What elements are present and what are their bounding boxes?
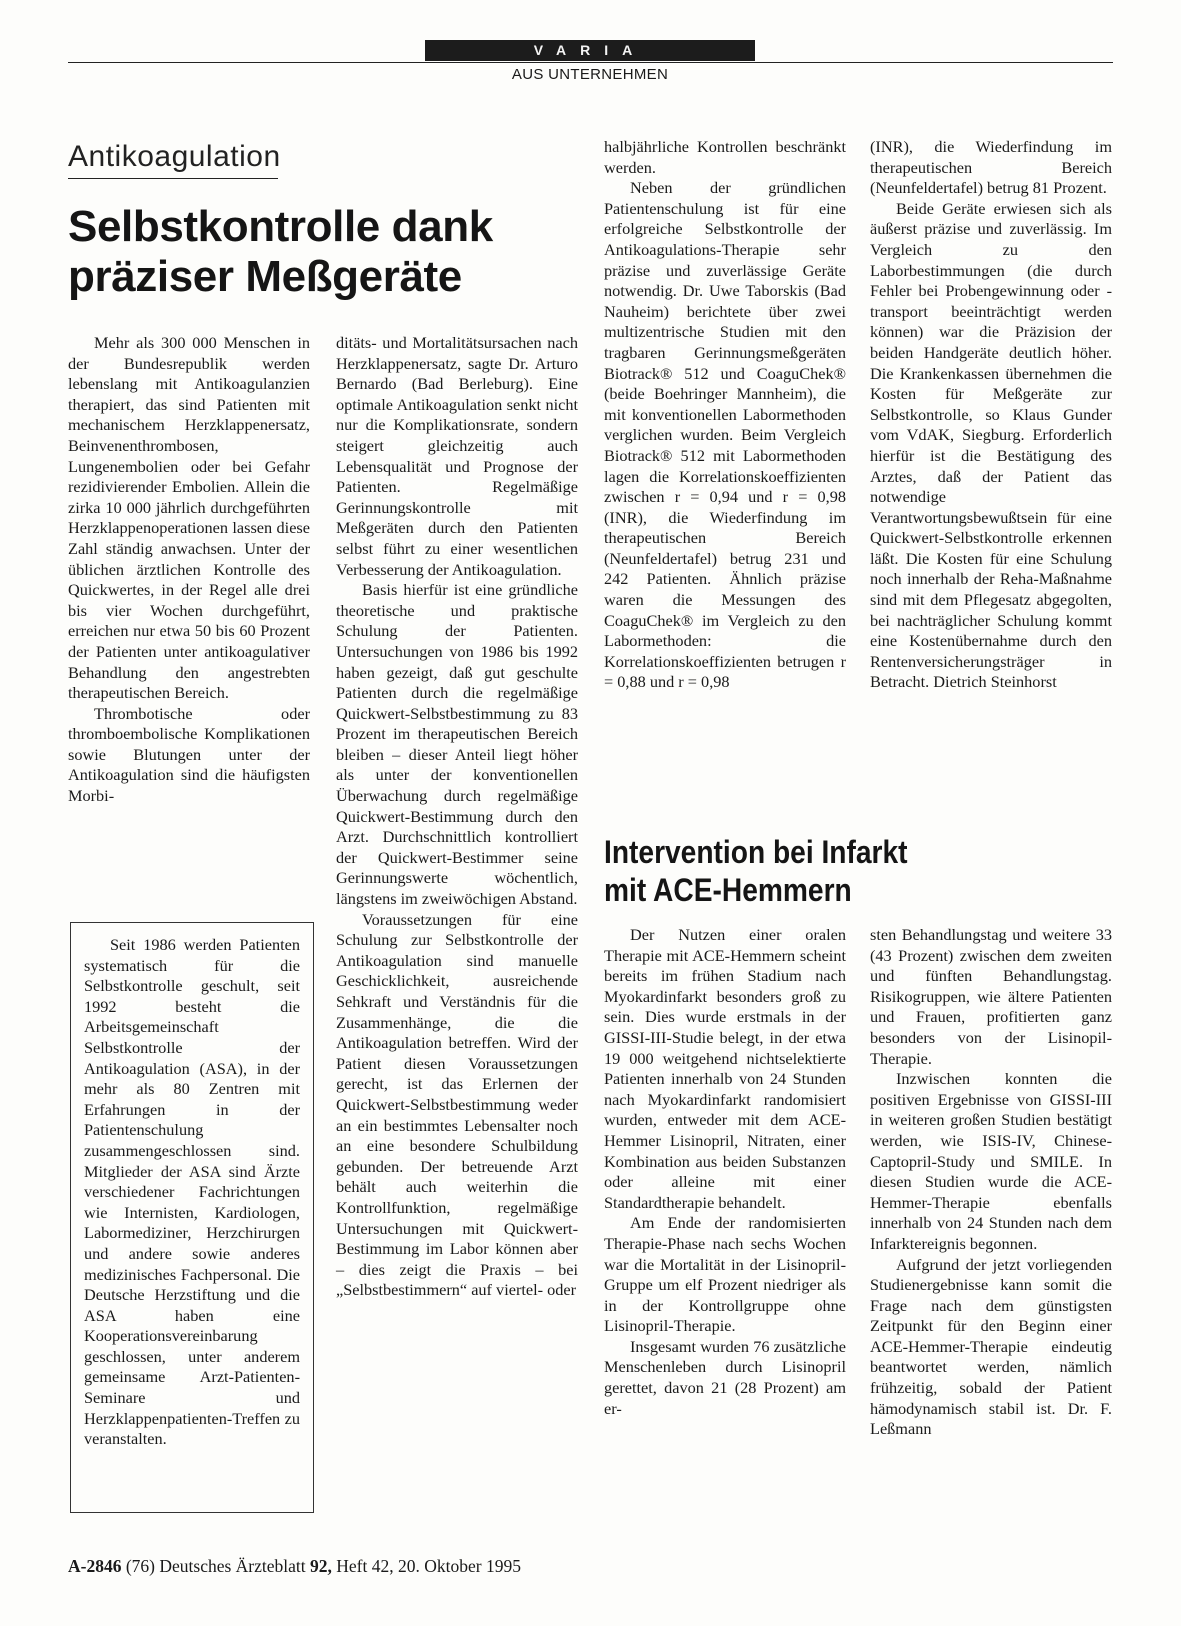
info-box — [70, 922, 314, 1513]
article2-column-2 — [870, 925, 1112, 1440]
article2-headline — [604, 833, 1053, 909]
paragraph: Inzwischen konnten die positiven Ergebnisse von GISSI-III in weiteren großen Studien bestätigt werden, wie ISIS-IV, Chinese-Captopril-Study und SMILE. In diesen Studien wurde die ACE-Hemmer-Therapie ebenfalls innerhalb von 24 Stunden nach dem Infarktereignis begonnen. — [870, 1069, 1112, 1253]
subsection-label: AUS UNTERNEHMEN — [511, 66, 669, 83]
paragraph: Insgesamt wurden 76 zusätzliche Menschenleben durch Lisinopril gerettet, davon 21 (28 Prozent) am er- — [604, 1336, 846, 1418]
paragraph: Voraussetzungen für eine Schulung zur Selbstkontrolle der Antikoagulation sind manuelle Geschicklichkeit, ausreichende Sehkraft und Verständnis für die Zusammenhänge, die die Antikoagulation betreffen. Wird der Patient diesen Voraussetzungen gerecht, ist das Erlernen der Quickwert-Selbstbestimmung weder an ein bestimmtes Lebensalter noch an eine besondere Schulbildung gebunden. Der betreuende Arzt behält auch weiterhin die Kontrollfunktion, regelmäßige Untersuchungen mit Quickwert-Bestimmung im Labor können aber – dies zeigt die Praxis – bei „Selbstbestimmern“ auf viertel- oder — [336, 909, 578, 1300]
header-rule — [68, 62, 1113, 63]
issue-label: (76) Deutsches Ärzteblatt — [125, 1556, 306, 1576]
volume-label: 92, — [310, 1556, 332, 1576]
paragraph: Neben der gründlichen Patientenschulung ist für eine erfolgreiche Selbstkontrolle der Antikoagulations-Therapie sehr präzise und zuverlässige Geräte notwendig. Dr. Uwe Taborskis (Bad Nauheim) berichtete über zwei multizentrische Studien mit den tragbaren Gerinnungsmeßgeräten Biotrack® 512 und CoaguChek® (beide Boehringer Mannheim), die mit konventionellen Labormethoden verglichen wurden. Beim Vergleich Biotrack® 512 mit Labormethoden lagen die Korrelationskoeffizienten zwischen r = 0,94 und r = 0,98 (INR), die Wiederfindung im therapeutischen Bereich (Neunfeldertafel) betrug 231 und 242 Patienten. Ähnlich präzise waren die Messungen des CoaguChek® im Vergleich zu den Labormethoden: die Korrelationskoeffizienten betrugen r = 0,88 und r = 0,98 — [604, 178, 846, 692]
paragraph: ditäts- und Mortalitätsursachen nach Herzklappenersatz, sagte Dr. Arturo Bernardo (Bad Berleburg). Eine optimale Antikoagulation senkt nicht nur die Komplikationsrate, sondern steigert gleichzeitig auch Lebensqualität und Prognose der Patienten. Regelmäßige Gerinnungskontrolle mit Meßgeräten durch den Patienten selbst führt zu einer wesentlichen Verbesserung der Antikoagulation. — [336, 333, 578, 579]
paragraph: halbjährliche Kontrollen beschränkt werden. — [604, 137, 846, 177]
issue-date: Heft 42, 20. Oktober 1995 — [336, 1556, 521, 1576]
headline-line: Intervention bei Infarkt — [604, 834, 908, 870]
headline-line: mit ACE-Hemmern — [604, 872, 852, 908]
paragraph: sten Behandlungstag und weitere 33 (43 Prozent) zwischen dem zweiten und fünften Behandlungstag. Risikogruppen, wie ältere Patienten und Frauen, profitierten ganz besonders von der Lisinopil-Therapie. — [870, 925, 1112, 1068]
paragraph: Mehr als 300 000 Menschen in der Bundesrepublik werden lebenslang mit Antikoagulanzien therapiert, das sind Patienten mit mechanischem Herzklappenersatz, Beinvenenthrombosen, Lungenembolien oder bei Gefahr rezidivierender Embolien. Allein die zirka 10 000 jährlich durchgeführten Herzklappenoperationen lassen diese Zahl ständig anwachsen. Unter der üblichen ärztlichen Kontrolle des Quickwertes, in der Regel alle drei bis vier Wochen durchgeführt, erreichen nur etwa 50 bis 60 Prozent der Patienten unter antikoagulativer Behandlung den angestrebten therapeutischen Bereich. — [68, 333, 310, 703]
paragraph: Beide Geräte erwiesen sich als äußerst präzise und zuverlässig. Im Vergleich zu den Laborbestimmungen (die durch Fehler bei Probengewinnung oder -transport beeinträchtigt werden können) war die Präzision der beiden Handgeräte deutlich höher. Die Krankenkassen übernehmen die Kosten für Meßgeräte zur Selbstkontrolle, so Klaus Gunder vom VdAK, Siegburg. Erforderlich hierfür ist die Bestätigung des Arztes, daß der Patient das notwendige Verantwortungsbewußtsein für eine Quickwert-Selbstkontrolle erkennen läßt. Die Kosten für eine Schulung noch innerhalb der Reha-Maßnahme sind mit dem Pflegesatz abgegolten, bei nachträglicher Schulung kommt eine Kostenübernahme durch den Rentenversicherungsträger in Betracht. Dietrich Steinhorst — [870, 198, 1112, 692]
page-footer — [68, 1556, 521, 1577]
paragraph: Aufgrund der jetzt vorliegenden Studienergebnisse kann somit die Frage nach dem günstigsten Zeitpunkt für den Beginn einer ACE-Hemmer-Therapie eindeutig beantwortet werden, nämlich frühzeitig, sobald der Patient hämodynamisch stabil ist. Dr. F. Leßmann — [870, 1254, 1112, 1439]
info-box-text: Seit 1986 werden Patienten systematisch für die Selbstkontrolle geschult, seit 1992 besteht die Arbeitsgemeinschaft Selbstkontrolle der Antikoagulation (ASA), in der mehr als 80 Zentren mit Erfahrungen in der Patientenschulung zusammengeschlossen sind. Mitglieder der ASA sind Ärzte verschiedener Fachrichtungen wie Internisten, Kardiologen, Labormediziner, Herzchirurgen und andere sowie anderes medizinisches Fachpersonal. Die Deutsche Herzstiftung und die ASA haben eine Kooperationsvereinbarung geschlossen, unter anderem gemeinsame Arzt-Patienten-Seminare und Herzklappenpatienten-Treffen zu veranstalten. — [84, 935, 300, 1449]
article-headline — [68, 202, 588, 302]
paragraph: Am Ende der randomisierten Therapie-Phase nach sechs Wochen war die Mortalität in der Lisinopril-Gruppe um elf Prozent niedriger als in der Kontrollgruppe ohne Lisinopril-Therapie. — [604, 1213, 846, 1336]
article1-column-1 — [68, 333, 310, 807]
paragraph: Thrombotische oder thromboembolische Komplikationen sowie Blutungen unter der Antikoagulation sind die häufigsten Morbi- — [68, 703, 310, 806]
article1-column-2 — [336, 333, 578, 1301]
page-number: A-2846 — [68, 1556, 122, 1576]
article-kicker: Antikoagulation — [68, 140, 278, 179]
headline-line: Selbstkontrolle dank — [68, 202, 493, 251]
section-label: VARIA — [425, 40, 755, 61]
paragraph: Der Nutzen einer oralen Therapie mit ACE-Hemmern scheint bereits im frühen Stadium nach Myokardinfarkt besonders groß zu sein. Dies wurde erstmals in der GISSI-III-Studie belegt, in der etwa 19 000 weitgehend nichtselektierte Patienten innerhalb von 24 Stunden nach Myokardinfarkt randomisiert wurden, entweder mit dem ACE-Hemmer Lisinopril, Nitraten, einer Kombination aus beiden Substanzen oder alleine mit einer Standardtherapie behandelt. — [604, 925, 846, 1212]
article2-column-1 — [604, 925, 846, 1419]
article1-column-4 — [870, 137, 1112, 693]
headline-line: präziser Meßgeräte — [68, 252, 462, 301]
paragraph: (INR), die Wiederfindung im therapeutischen Bereich (Neunfeldertafel) betrug 81 Prozent. — [870, 137, 1112, 198]
article1-column-3 — [604, 137, 846, 693]
paragraph: Basis hierfür ist eine gründliche theoretische und praktische Schulung der Patienten. Untersuchungen von 1986 bis 1992 haben gezeigt, daß gut geschulte Patienten durch die regelmäßige Quickwert-Selbstbestimmung zu 83 Prozent im therapeutischen Bereich bleiben – dieser Anteil liegt höher als unter der konventionellen Überwachung durch regelmäßige Quickwert-Bestimmung durch den Arzt. Durchschnittlich kontrolliert der Quickwert-Bestimmer seine Gerinnungswerte wöchentlich, längstens im zweiwöchigen Abstand. — [336, 580, 578, 909]
